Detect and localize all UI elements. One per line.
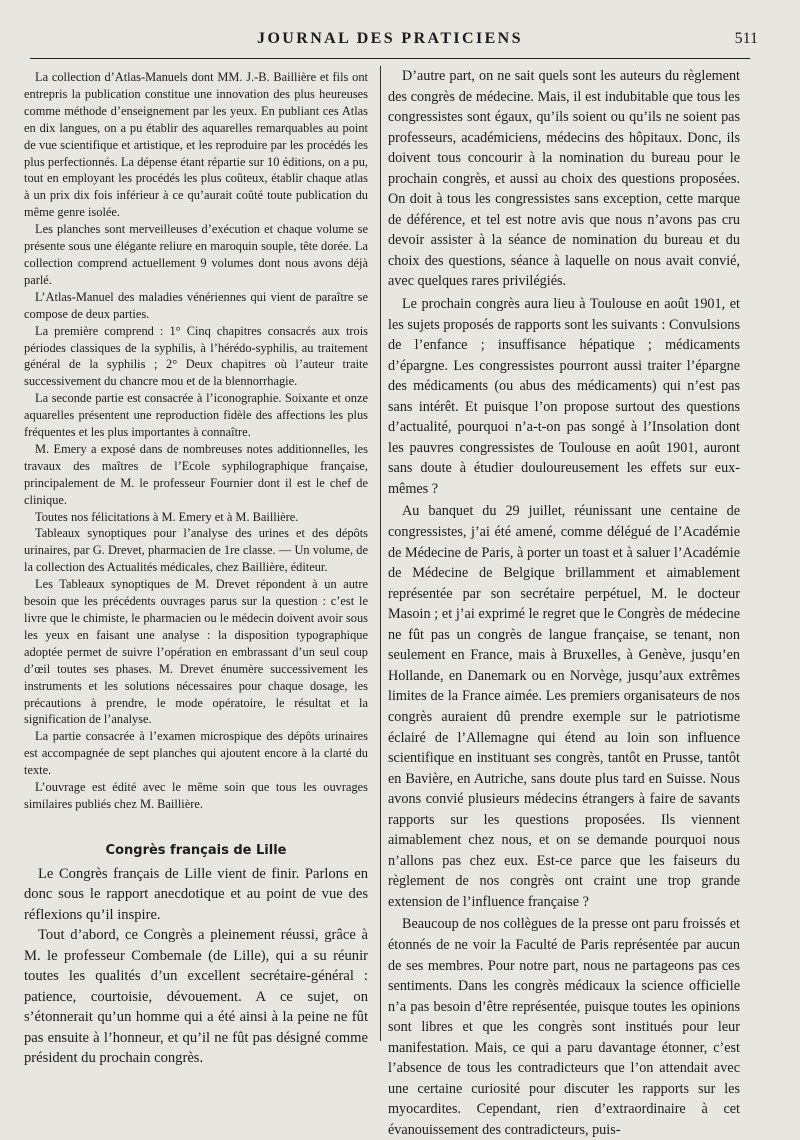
running-head	[30, 26, 758, 52]
paragraph: La collection d’Atlas-Manuels dont MM. J.-B. Baillière et fils ont entrepris la publication constitue une innovation des plus heureuses comme méthode d’enseignement par les yeux. En publiant ces Atlas en dix langues, on a pu établir des aquarelles remarquables au point de vue scientifique et artistique, et les reproduire par les procédés les plus perfectionnés. La dépense étant répartie sur 10 éditions, on a pu, tout en employant les procédés les plus coûteux, établir chaque atlas à un prix dix fois inférieur à ce qu’aurait coûté toute publication du même genre isolée.	[24, 70, 368, 220]
paragraph: La partie consacrée à l’examen microspique des dépôts urinaires est accompagnée de sept planches qui ajoutent encore à la clarté du texte.	[24, 729, 368, 778]
section-heading: Congrès français de Lille	[105, 842, 287, 858]
left-column	[24, 66, 368, 1069]
header-rule	[30, 58, 750, 59]
paragraph: Les planches sont merveilleuses d’exécution et chaque volume se présente sous une élégante reliure en maroquin souple, tête dorée. La collection comprend actuellement 9 volumes dont nous avons déjà parlé.	[24, 222, 368, 287]
journal-title: JOURNAL DES PRATICIENS	[257, 30, 523, 47]
page-number: 511	[734, 30, 758, 47]
paragraph: Le Congrès français de Lille vient de finir. Parlons en donc sous le rapport anecdotique et au point de vue des réflexions qu’il inspire.	[24, 865, 368, 923]
book-review-entry: Tableaux synoptiques pour l’analyse des urines et des dépôts urinaires, par G. Drevet, pharmacien de 1re classe. — Un volume, de la collection des Actualités médicales, chez Baillière, éditeur.	[24, 526, 368, 575]
paragraph: Les Tableaux synoptiques de M. Drevet répondent à un autre besoin que les précédents ouvrages parus sur la question : c’est le livre que le chimiste, le pharmacien ou le médecin doivent avoir sous les yeux en faisant une analyse : la disposition typographique adoptée permet de suivre l’opération en embrassant d’un seul coup d’œil toutes ses phases. M. Drevet énumère successivement les instruments et les solutions nécessaires pour chaque dosage, les précautions à prendre, le mode opératoire, le résultat et la signification de l’analyse.	[24, 577, 368, 727]
paragraph: L’ouvrage est édité avec le même soin que tous les ouvrages similaires publiés chez M. Baillière.	[24, 780, 368, 811]
paragraph: Le prochain congrès aura lieu à Toulouse en août 1901, et les sujets proposés de rapports sont les suivants : Convulsions de l’enfance ; insuffisance hépatique ; médicaments d’épargne. Les congressistes pourront aussi traiter l’épargne des médicaments (ou abus des médicaments) qui n’est pas sans intérêt. Et puisque l’on propose surtout des questions d’actualité, pourquoi n’a-t-on pas songé à l’Insolation dont les pauvres congressistes de Toulouse en août 1901, auront sans doute à étudier douloureusement les effets sur eux-mêmes ?	[388, 296, 740, 497]
paragraph: La seconde partie est consacrée à l’iconographie. Soixante et onze aquarelles présentent une reproduction fidèle des affections les plus fréquentes et les plus importantes à connaître.	[24, 391, 368, 440]
paragraph: Beaucoup de nos collègues de la presse ont paru froissés et étonnés de ne voir la Faculté de Paris représentée par aucun de ses membres. Pour notre part, nous ne partageons pas ces sentiments. Dans les congrès médicaux la science officielle n’a pas besoin d’être représentée, puisque toutes les opinions sont libres et que les congrès sont institués pour leur manifestation. Mais, ce qui a paru davantage étonner, c’est l’absence de tous les contradicteurs que l’on attendait avec une certaine curiosité pour discuter les rapports sur les myocardites. Cependant, rien d’extraordinaire à cet évanouissement des contradicteurs, puis-	[388, 916, 740, 1138]
paragraph: Toutes nos félicitations à M. Emery et à M. Baillière.	[35, 509, 299, 524]
paragraph: Tout d’abord, ce Congrès a pleinement réussi, grâce à M. le professeur Combemale (de Lille), qui a su réunir toutes les qualités d’un excellent secrétaire-général : patience, courtoisie, dévouement. A ce sujet, on s’étonnerait qu’un homme qui a été ainsi à la peine ne fût pas ensuite à l’honneur, et qu’il ne fût pas désigné comme président du prochain congrès.	[24, 927, 368, 1067]
paragraph: La première comprend : 1° Cinq chapitres consacrés aux trois périodes classiques de la syphilis, à l’hérédo-syphilis, au traitement général de la syphilis ; 2° Deux chapitres où l’auteur traite successivement du chancre mou et de la blennorrhagie.	[24, 323, 368, 389]
paragraph: D’autre part, on ne sait quels sont les auteurs du règlement des congrès de médecine. Mais, il est indubitable que tous les congressistes sont égaux, qu’ils soient ou qu’ils ne soient pas professeurs, académiciens, médecins des hôpitaux. Donc, ils doivent tous concourir à la nomination du bureau pour le prochain congrès, et aussi au choix des questions proposées. On doit à tous les congressistes sans exception, cette marque de déférence, et tel est notre avis que nous n’avons pas cru devoir assister à la séance de nomination du bureau et du choix des questions, séance à laquelle on nous avait convié, avec quelques rares privilégiés.	[388, 68, 740, 290]
paragraph: M. Emery a exposé dans de nombreuses notes additionnelles, les travaux des maîtres de l’Ecole syphilographique française, principalement de M. le professeur Fournier dont il est le chef de clinique.	[24, 441, 368, 507]
column-divider	[380, 66, 381, 1041]
right-column	[388, 66, 740, 1140]
paragraph: Au banquet du 29 juillet, réunissant une centaine de congressistes, j’ai été amené, comme délégué de l’Académie de Médecine de Paris, à porter un toast et à saluer l’Académie de Médecine de Belgique brillamment et aimablement représentée par son secrétaire perpétuel, M. le docteur Masoin ; et j’ai exprimé le regret que le Congrès de médecine ne fût pas un congrès de langue française, se tenant, non seulement en France, mais à Bruxelles, à Genève, jusqu’en Hollande, en Danemark ou en Norvège, jusqu’aux extrêmes limites de la France aimée. Les premiers organisateurs de nos congrès auraient dû prendre exemple sur le patriotisme éclairé de l’Allemagne qui étend au loin son influence scientifique en instituant ses congrès, tantôt en Prusse, tantôt en Bavière, en Autriche, sans doute plus tard en Suisse. Nous avons convié plusieurs médecins étrangers à faire de savants rapports sur les questions proposées. Ils viennent aimablement chez nous, et on se demande pourquoi nous n’allons pas chez eux. Est-ce parce que les faiseurs du règlement de nos congrès ont craint une trop grande extension de l’influence française ?	[388, 503, 740, 910]
paragraph: L’Atlas-Manuel des maladies vénériennes qui vient de paraître se compose de deux parties.	[24, 289, 368, 321]
